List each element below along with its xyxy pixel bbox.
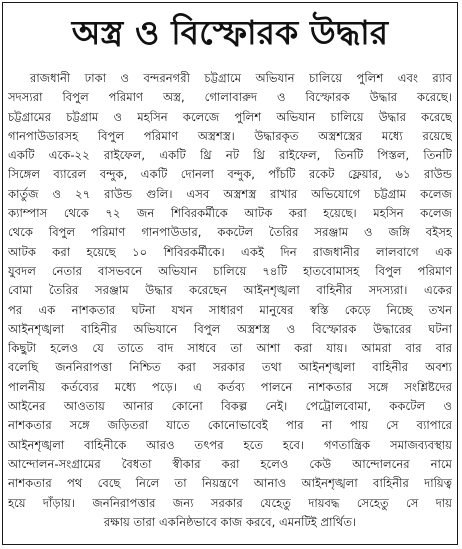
article-headline: অস্ত্র ও বিস্ফোরক উদ্ধার (71, 13, 389, 52)
article-line: আটক করা হয়েছে ১০ শিবিরকর্মীকে। একই দিন রাজধানীর লালবাগে এক (8, 244, 452, 259)
article-line: ক্যাম্পাস থেকে ৭২ জন শিবিরকর্মীকে আটক করা হয়েছে। মহসিন কলেজ (8, 206, 452, 221)
article-line: সিঙ্গেল ব্যারেল বন্দুক, একটি দোনলা বন্দুক, পাঁচটি রকেট ফ্লেয়ার, ৬১ রাউন্ড (8, 167, 452, 182)
article-line: গানপাউডারসহ বিপুল পরিমাণ অস্ত্রশস্ত্র। উদ্ধারকৃত অস্ত্রশস্ত্রের মধ্যে রয়েছে (8, 128, 452, 143)
article-body (3, 69, 457, 532)
article-line: নাশকতার পথ বেছে নিলে তা নিয়ন্ত্রণে আনাও আইনশৃঙ্খলা বাহিনীর দায়িত্ব (8, 476, 452, 491)
article-line: থেকে বিপুল পরিমাণ গানপাউডার, ককটেল তৈরির সরঞ্জাম ও জঙ্গি বইসহ (8, 225, 452, 240)
article-line: নাশকতার সঙ্গে জড়িতরা যাতে কোনোভাবেই পার না পায় সে ব্যাপারে (8, 418, 452, 433)
article-line: আইনের আওতায় আনার কোনো বিকল্প নেই। পেট্রোলবোমা, ককটেল ও (8, 399, 452, 414)
article-frame (2, 2, 458, 545)
article-line: বোমা তৈরির সরঞ্জাম উদ্ধার করেছেন আইনশৃঙ্খলা বাহিনীর সদস্যরা। একের (8, 283, 452, 298)
article-line: চট্টগ্রামের চট্টগ্রাম ও মহসিন কলেজে পুলিশ অভিযান চালিয়ে উদ্ধার করেছে (8, 109, 452, 124)
article-line: আইনশৃঙ্খলা বাহিনীকে আরও তৎপর হতে হবে। গণতান্ত্রিক সমাজব্যবস্থায় (8, 437, 452, 452)
article-line: আন্দোলন-সংগ্রামের বৈধতা স্বীকার করা হলেও কেউ আন্দোলনের নামে (8, 456, 452, 471)
article-line: পালনীয় কর্তব্যের মধ্যে পড়ে। এ কর্তব্য পালনে নাশকতার সঙ্গে সংশ্লিষ্টদের (8, 379, 452, 394)
article-line: সদস্যরা বিপুল পরিমাণ অস্ত্র, গোলাবারুদ ও বিস্ফোরক উদ্ধার করেছে। (8, 90, 452, 105)
article-line: হয়ে দাঁড়ায়। জননিরাপত্তার জন্য সরকার যেহেতু দায়বদ্ধ সেহেতু সে দায় (8, 495, 452, 510)
article-line: রক্ষায় তারা একনিষ্ঠভাবে কাজ করবে, এমনটিই প্রার্থিত। (103, 514, 357, 529)
article-line: রাজধানী ঢাকা ও বন্দরনগরী চট্টগ্রামে অভিযান চালিয়ে পুলিশ এবং র‍্যাব (30, 71, 452, 85)
article-line: কিছুটা হলেও যে তাতে বাদ সাধবে তা আশা করা যায়। আমরা বার বার (8, 341, 452, 356)
article-line: একটি একে-২২ রাইফেল, একটি থ্রি নট থ্রি রাইফেল, তিনটি পিস্তল, তিনটি (8, 148, 452, 163)
article-line: আইনশৃঙ্খলা বাহিনীর অভিযানে বিপুল অস্ত্রশস্ত্র ও বিস্ফোরক উদ্ধারের ঘটনা (8, 321, 452, 336)
article-line: পর এক নাশকতার ঘটনা যখন সাধারণ মানুষের স্বস্তি কেড়ে নিচ্ছে তখন (8, 302, 452, 317)
article-line: কার্তুজ ও ২৭ রাউন্ড গুলি। এসব অস্ত্রশস্ত্র রাখার অভিযোগে চট্টগ্রাম কলেজ (8, 186, 452, 201)
article-line: যুবদল নেতার বাসভবনে অভিযান চালিয়ে ৭৪টি হাতবোমাসহ বিপুল পরিমাণ (8, 263, 452, 278)
article-line: বলেছি জননিরাপত্তা নিশ্চিত করা সরকার তথা আইনশৃঙ্খলা বাহিনীর অবশ্য (8, 360, 452, 375)
